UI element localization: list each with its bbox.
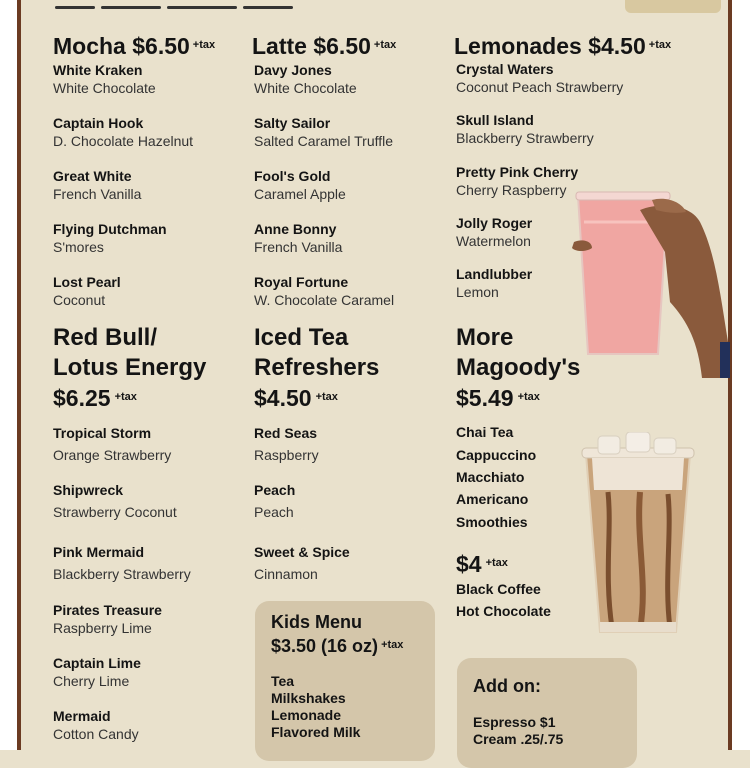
item-flavor: Cherry Raspberry [456,182,567,198]
more-item: Macchiato [456,469,525,485]
item-name: Red Seas [254,425,318,441]
item-flavor: Coconut Peach Strawberry [456,79,624,95]
list-item [254,424,319,464]
list-item [53,543,191,583]
frame-left-brown-line [17,0,21,750]
more-price: $5.49 [456,385,514,411]
item-name: Sweet & Spice [254,544,350,560]
latte-title: Latte $6.50 [252,33,371,59]
kids-menu-price: $3.50 (16 oz) [271,636,379,656]
latte-heading [252,31,396,60]
list-item [53,167,141,203]
more-price-line [456,384,540,411]
top-cropped-text [55,0,325,3]
latte-tax: +tax [373,39,397,51]
more-tax2: +tax [485,557,508,569]
kids-menu-tax: +tax [381,639,404,651]
item-name: White Kraken [53,62,143,78]
energy-tax: +tax [114,391,137,403]
pink-lemonade-cup-image [570,182,730,378]
item-name: Lost Pearl [53,274,121,290]
more-title-line1: More [456,324,514,351]
item-name: Anne Bonny [254,221,337,237]
item-flavor: Caramel Apple [254,186,346,202]
list-item [254,481,295,521]
list-item [254,273,394,309]
item-name: Pirates Treasure [53,602,162,618]
more-item: Chai Tea [456,424,514,440]
kids-menu-price-line [271,634,403,657]
list-item [254,543,350,583]
more-tax: +tax [517,391,540,403]
more-title-line2: Magoody's [456,354,581,381]
list-item [53,273,121,309]
add-on-title: Add on: [473,676,541,696]
item-name: Pink Mermaid [53,544,145,560]
top-logo-tab [625,0,721,13]
mocha-title: Mocha $6.50 [53,33,190,59]
item-flavor: White Chocolate [53,80,156,96]
more-item: Americano [456,491,529,507]
item-name: Tropical Storm [53,425,152,441]
list-item [254,114,393,150]
iced-tea-price-line [254,384,338,411]
list-item [53,707,139,743]
item-flavor: French Vanilla [53,186,142,202]
item-flavor: Lemon [456,284,499,300]
more-price2: $4 [456,551,482,577]
item-name: Mermaid [53,708,111,724]
list-item [456,60,623,96]
item-flavor: Peach [254,504,294,520]
list-item [456,265,532,301]
energy-title-line1: Red Bull/ [53,324,158,351]
more-item2: Black Coffee [456,581,541,597]
list-item [53,220,167,256]
item-name: Pretty Pink Cherry [456,164,579,180]
item-flavor: Cherry Lime [53,673,130,689]
item-flavor: Strawberry Coconut [53,504,177,520]
item-flavor: Raspberry [254,447,319,463]
list-item [456,214,532,250]
item-flavor: Orange Strawberry [53,447,172,463]
kids-item: Flavored Milk [271,724,361,740]
list-item [254,61,357,97]
list-item [456,163,578,199]
item-name: Shipwreck [53,482,124,498]
mocha-heading [53,31,215,60]
mocha-tax: +tax [192,39,216,51]
item-flavor: Cotton Candy [53,726,139,742]
lemonades-title: Lemonades $4.50 [454,33,646,59]
list-item [53,601,162,637]
energy-title-line2: Lotus Energy [53,354,207,381]
item-flavor: W. Chocolate Caramel [254,292,395,308]
item-flavor: Cinnamon [254,566,318,582]
list-item [53,424,171,464]
item-flavor: Watermelon [456,233,531,249]
list-item [53,654,141,690]
iced-tea-title-line1: Iced Tea [254,324,349,351]
item-flavor: Raspberry Lime [53,620,152,636]
kids-menu-box [255,601,435,761]
iced-tea-title-line2: Refreshers [254,354,380,381]
more-item: Smoothies [456,514,528,530]
item-flavor: Blackberry Strawberry [456,130,594,146]
list-item [53,61,156,97]
item-flavor: French Vanilla [254,239,343,255]
list-item [254,167,346,203]
item-name: Jolly Roger [456,215,533,231]
more-item: Cappuccino [456,447,537,463]
frame-right-border [731,0,750,750]
add-on-item: Espresso $1 [473,714,556,730]
kids-menu-title: Kids Menu [271,612,363,632]
more-price2-line [456,550,508,577]
item-flavor: D. Chocolate Hazelnut [53,133,194,149]
item-flavor: S'mores [53,239,104,255]
energy-price: $6.25 [53,385,111,411]
lemonades-heading [454,31,671,60]
list-item [456,111,594,147]
item-name: Salty Sailor [254,115,331,131]
item-name: Royal Fortune [254,274,349,290]
iced-tea-price: $4.50 [254,385,312,411]
iced-coffee-cup-image [578,432,696,640]
item-name: Peach [254,482,296,498]
list-item [53,114,193,150]
kids-item: Lemonade [271,707,342,723]
more-item2: Hot Chocolate [456,603,551,619]
add-on-item: Cream .25/.75 [473,731,564,747]
item-name: Crystal Waters [456,61,554,77]
lemonades-tax: +tax [648,39,672,51]
list-item [254,220,342,256]
item-name: Fool's Gold [254,168,331,184]
item-flavor: Coconut [53,292,106,308]
item-name: Captain Hook [53,115,144,131]
item-name: Skull Island [456,112,534,128]
item-name: Flying Dutchman [53,221,167,237]
energy-price-line [53,384,137,411]
item-name: Great White [53,168,132,184]
item-flavor: White Chocolate [254,80,357,96]
iced-tea-tax: +tax [315,391,338,403]
item-flavor: Blackberry Strawberry [53,566,191,582]
list-item [53,481,177,521]
item-flavor: Salted Caramel Truffle [254,133,394,149]
item-name: Landlubber [456,266,533,282]
item-name: Captain Lime [53,655,141,671]
kids-item: Tea [271,673,295,689]
item-name: Davy Jones [254,62,332,78]
kids-item: Milkshakes [271,690,346,706]
add-on-box [457,658,637,768]
